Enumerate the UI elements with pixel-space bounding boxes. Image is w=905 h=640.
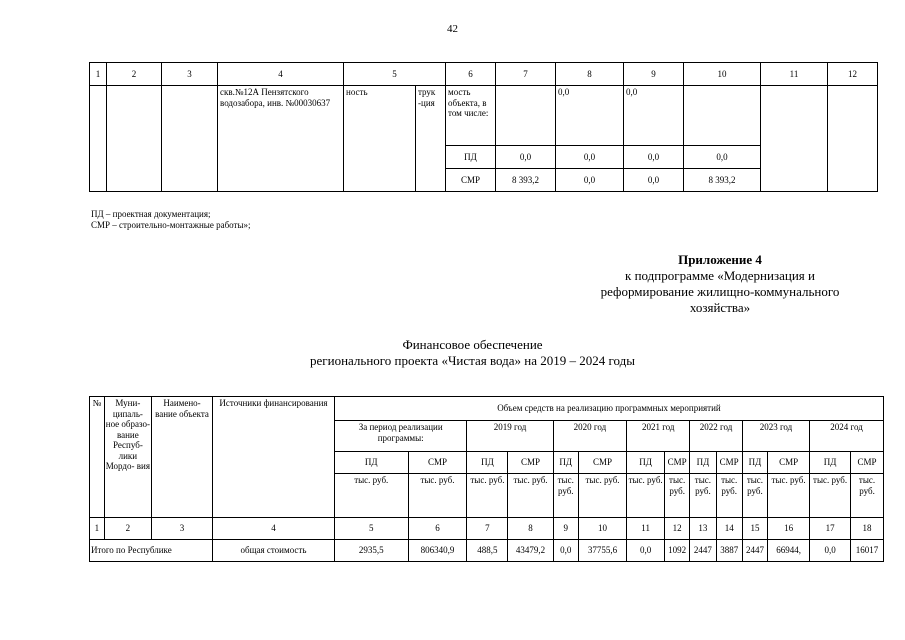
- smr-label: СМР: [446, 169, 496, 192]
- table1-header-cell: 2: [107, 63, 162, 86]
- table1-empty-cell: [684, 86, 761, 146]
- section-title: [0, 337, 905, 369]
- value-cell: 0,0: [684, 146, 761, 169]
- unit-header: тыс. руб.: [810, 474, 851, 518]
- column-number: 10: [578, 518, 626, 540]
- unit-header: тыс. руб.: [851, 474, 884, 518]
- total-value: 0,0: [627, 540, 665, 562]
- table1-header-cell: 4: [218, 63, 344, 86]
- value-cell: 0,0: [556, 169, 624, 192]
- pd-header: ПД: [334, 452, 408, 474]
- unit-header: тыс. руб.: [742, 474, 767, 518]
- table1-object-row: [90, 86, 878, 146]
- table1-header-cell: 1: [90, 63, 107, 86]
- total-source: общая стоимость: [213, 540, 335, 562]
- value-cell: 0,0: [624, 86, 684, 146]
- column-number: 1: [90, 518, 105, 540]
- appendix-line: хозяйства»: [689, 300, 751, 315]
- object-fragment-cell: ность: [344, 86, 416, 192]
- total-row: [90, 540, 884, 562]
- value-cell: 8 393,2: [496, 169, 556, 192]
- pd-header: ПД: [810, 452, 851, 474]
- column-number: 15: [742, 518, 767, 540]
- unit-header: тыс. руб.: [334, 474, 408, 518]
- total-value: 806340,9: [408, 540, 467, 562]
- total-value: 0,0: [553, 540, 578, 562]
- object-fragment-cell: трук -ция: [416, 86, 446, 192]
- column-number-row: [90, 518, 884, 540]
- total-value: 488,5: [467, 540, 508, 562]
- unit-header: тыс. руб.: [508, 474, 553, 518]
- table1-header-cell: 7: [496, 63, 556, 86]
- column-number: 8: [508, 518, 553, 540]
- year-header: 2019 год: [467, 421, 553, 452]
- total-value: 3887: [716, 540, 742, 562]
- smr-header: СМР: [716, 452, 742, 474]
- financing-header-row-1: [90, 397, 884, 421]
- table1-header-cell: 9: [624, 63, 684, 86]
- unit-header: тыс. руб.: [665, 474, 690, 518]
- unit-header: тыс. руб.: [716, 474, 742, 518]
- appendix-heading: [560, 252, 880, 316]
- unit-header: тыс. руб.: [467, 474, 508, 518]
- pd-label: ПД: [446, 146, 496, 169]
- smr-header: СМР: [408, 452, 467, 474]
- year-header: 2023 год: [742, 421, 809, 452]
- table1-header-cell: 3: [162, 63, 218, 86]
- column-number: 2: [104, 518, 151, 540]
- total-value: 2447: [690, 540, 716, 562]
- column-number: 7: [467, 518, 508, 540]
- funding-volume-header: Объем средств на реализацию программных мероприятий: [334, 397, 883, 421]
- table1-header-cell: 11: [761, 63, 828, 86]
- unit-header: тыс. руб.: [768, 474, 810, 518]
- pd-header: ПД: [553, 452, 578, 474]
- pd-header: ПД: [742, 452, 767, 474]
- table1-empty-cell: [496, 86, 556, 146]
- smr-header: СМР: [768, 452, 810, 474]
- col-number-header: №: [90, 397, 105, 518]
- smr-header: СМР: [508, 452, 553, 474]
- pd-header: ПД: [627, 452, 665, 474]
- cost-label-cell: мость объекта, в том числе:: [446, 86, 496, 146]
- year-header: 2020 год: [553, 421, 627, 452]
- table1-empty-cell: [107, 86, 162, 192]
- funding-source-header: Источники финансирования: [213, 397, 335, 518]
- value-cell: 0,0: [496, 146, 556, 169]
- column-number: 13: [690, 518, 716, 540]
- value-cell: 8 393,2: [684, 169, 761, 192]
- column-number: 12: [665, 518, 690, 540]
- unit-header: тыс. руб.: [690, 474, 716, 518]
- table1-header-cell: 10: [684, 63, 761, 86]
- page-number: 42: [447, 23, 458, 35]
- note-line: ПД – проектная документация;: [91, 209, 211, 219]
- total-label: Итого по Республике: [90, 540, 213, 562]
- table1-header-cell: 5: [344, 63, 446, 86]
- total-value: 37755,6: [578, 540, 626, 562]
- year-header: 2022 год: [690, 421, 743, 452]
- pd-header: ПД: [690, 452, 716, 474]
- column-number: 17: [810, 518, 851, 540]
- section-title-line: Финансовое обеспечение: [402, 337, 543, 352]
- value-cell: 0,0: [624, 146, 684, 169]
- column-number: 14: [716, 518, 742, 540]
- unit-header: тыс. руб.: [627, 474, 665, 518]
- total-value: 2935,5: [334, 540, 408, 562]
- section-title-line: регионального проекта «Чистая вода» на 2019 – 2024 годы: [310, 353, 635, 368]
- column-number: 18: [851, 518, 884, 540]
- smr-header: СМР: [665, 452, 690, 474]
- total-value: 1092: [665, 540, 690, 562]
- appendix-title: Приложение 4: [678, 252, 762, 267]
- total-value: 2447: [742, 540, 767, 562]
- value-cell: 0,0: [624, 169, 684, 192]
- smr-header: СМР: [578, 452, 626, 474]
- municipality-header: Муни- ципаль- ное образо- вание Респуб- лики Мордо- вия: [104, 397, 151, 518]
- object-name-header: Наимено- вание объекта: [152, 397, 213, 518]
- year-header: 2021 год: [627, 421, 690, 452]
- column-number: 3: [152, 518, 213, 540]
- year-header: 2024 год: [810, 421, 884, 452]
- table1-empty-cell: [828, 86, 878, 192]
- table1-header-cell: 12: [828, 63, 878, 86]
- value-cell: 0,0: [556, 146, 624, 169]
- table1-header-cell: 8: [556, 63, 624, 86]
- table1-empty-cell: [761, 86, 828, 192]
- table1-header-row: [90, 63, 878, 86]
- total-value: 43479,2: [508, 540, 553, 562]
- abbreviation-notes: [91, 209, 251, 231]
- column-number: 16: [768, 518, 810, 540]
- table1-header-cell: 6: [446, 63, 496, 86]
- appendix-line: реформирование жилищно-коммунального: [600, 284, 840, 299]
- column-number: 4: [213, 518, 335, 540]
- column-number: 11: [627, 518, 665, 540]
- object-name-cell: скв.№12А Пензятского водозабора, инв. №00030637: [218, 86, 344, 192]
- column-number: 6: [408, 518, 467, 540]
- column-number: 5: [334, 518, 408, 540]
- column-number: 9: [553, 518, 578, 540]
- continuation-table: [89, 62, 878, 192]
- total-value: 66944,: [768, 540, 810, 562]
- note-line: СМР – строительно-монтажные работы»;: [91, 220, 251, 230]
- total-value: 16017: [851, 540, 884, 562]
- unit-header: тыс. руб.: [578, 474, 626, 518]
- period-header: За период реализации программы:: [334, 421, 466, 452]
- total-value: 0,0: [810, 540, 851, 562]
- appendix-line: к подпрограмме «Модернизация и: [625, 268, 815, 283]
- financing-table: [89, 396, 884, 562]
- smr-header: СМР: [851, 452, 884, 474]
- unit-header: тыс. руб.: [553, 474, 578, 518]
- unit-header: тыс. руб.: [408, 474, 467, 518]
- pd-header: ПД: [467, 452, 508, 474]
- table1-empty-cell: [90, 86, 107, 192]
- table1-empty-cell: [162, 86, 218, 192]
- value-cell: 0,0: [556, 86, 624, 146]
